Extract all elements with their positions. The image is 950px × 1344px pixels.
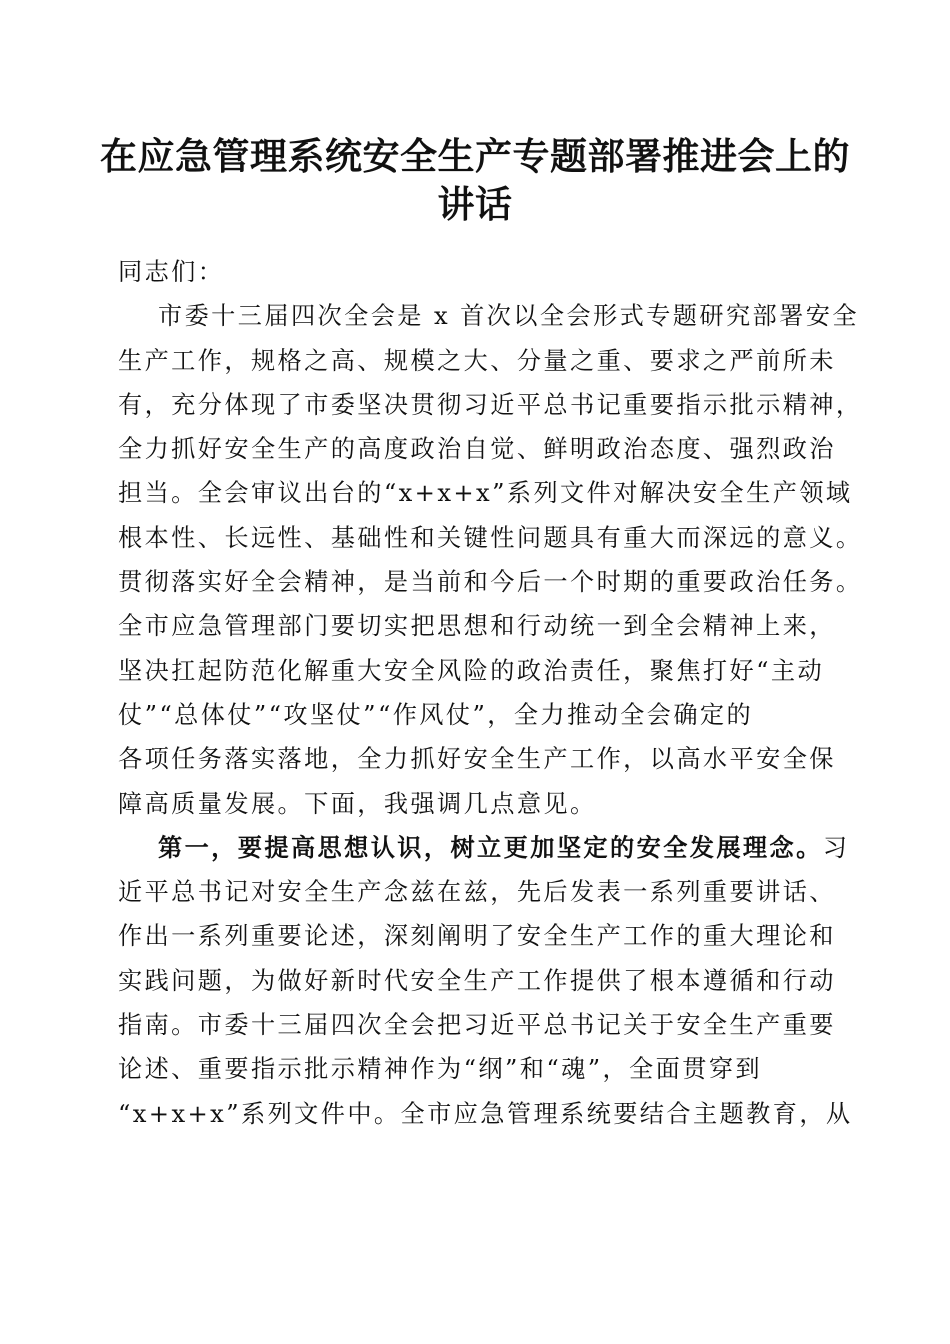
paragraph-line: 根本性、长远性、基础性和关键性问题具有重大而深远的意义。 xyxy=(118,523,863,552)
paragraph-line: 贯彻落实好全会精神，是当前和今后一个时期的重要政治任务。 xyxy=(118,568,863,597)
paragraph-line: 仗”“总体仗”“攻坚仗”“作风仗”，全力推动全会确定的 xyxy=(118,700,754,729)
paragraph-line: “x+x+x”系列文件中。全市应急管理系统要结合主题教育，从 xyxy=(118,1099,853,1128)
paragraph-line: 全市应急管理部门要切实把思想和行动统一到全会精神上来， xyxy=(118,612,836,641)
paragraph-first-line-tail: 习 xyxy=(822,833,850,862)
paragraph-line: 有，充分体现了市委坚决贯彻习近平总书记重要指示批示精神， xyxy=(118,390,863,419)
paragraph-line: 各项任务落实落地，全力抓好安全生产工作，以高水平安全保 xyxy=(118,745,836,774)
paragraph-line: 全力抓好安全生产的高度政治自觉、鲜明政治态度、强烈政治 xyxy=(118,435,836,464)
paragraph-line: 担当。全会审议出台的“x+x+x”系列文件对解决安全生产领域 xyxy=(118,479,853,508)
paragraph-line: 障高质量发展。下面，我强调几点意见。 xyxy=(118,789,597,818)
paragraph-line: 论述、重要指示批示精神作为“纲”和“魂”，全面贯穿到 xyxy=(118,1055,762,1084)
title-line-2: 讲话 xyxy=(437,182,513,226)
paragraph-line: 实践问题，为做好新时代安全生产工作提供了根本遵循和行动 xyxy=(118,966,836,995)
paragraph-line: 近平总书记对安全生产念兹在兹，先后发表一系列重要讲话、 xyxy=(118,878,836,907)
document-body xyxy=(118,250,863,1136)
document-title xyxy=(100,132,850,228)
paragraph-line: 市委十三届四次全会是 x 首次以全会形式专题研究部署安全 xyxy=(158,302,859,331)
section-heading: 第一，要提高思想认识，树立更加坚定的安全发展理念。 xyxy=(158,832,823,862)
paragraph-1 xyxy=(118,294,863,826)
paragraph-line: 指南。市委十三届四次全会把习近平总书记关于安全生产重要 xyxy=(118,1011,836,1040)
paragraph-line: 作出一系列重要论述，深刻阐明了安全生产工作的重大理论和 xyxy=(118,922,836,951)
paragraph-2 xyxy=(118,826,853,1136)
salutation: 同志们： xyxy=(118,258,225,286)
paragraph-first-line xyxy=(118,826,848,870)
title-line-1: 在应急管理系统安全生产专题部署推进会上的 xyxy=(100,134,850,178)
paragraph-line: 坚决扛起防范化解重大安全风险的政治责任，聚焦打好“主动 xyxy=(118,656,825,685)
paragraph-line: 生产工作，规格之高、规模之大、分量之重、要求之严前所未 xyxy=(118,346,836,375)
